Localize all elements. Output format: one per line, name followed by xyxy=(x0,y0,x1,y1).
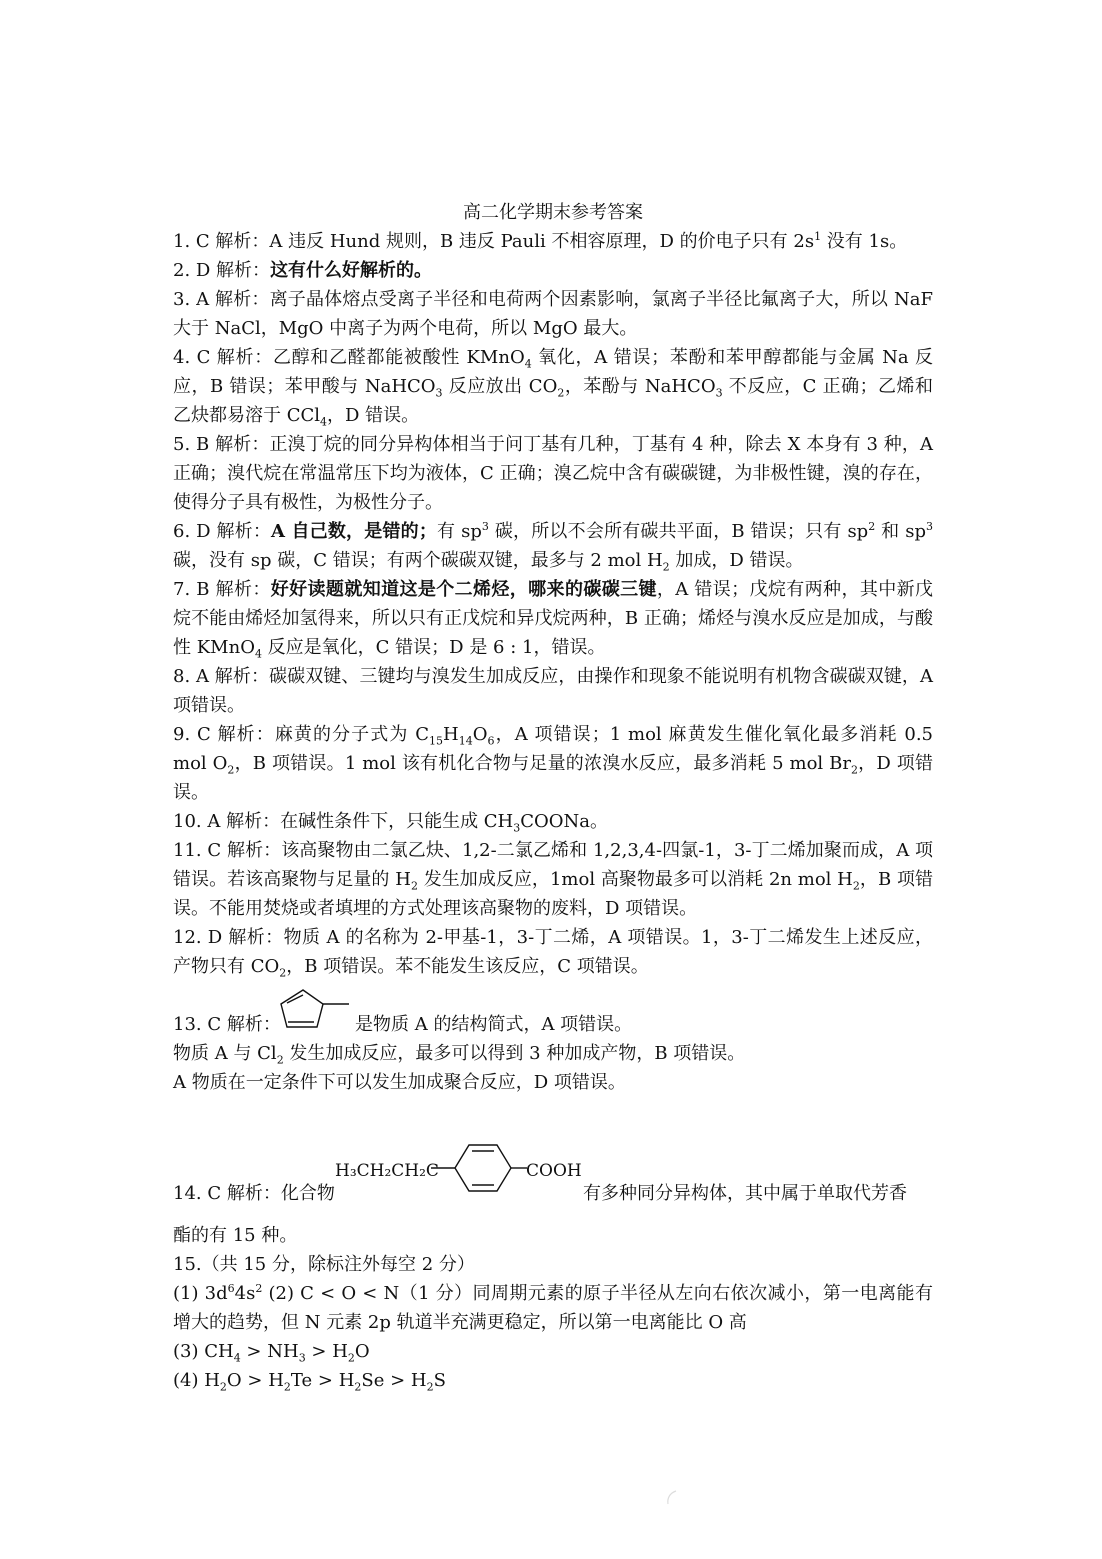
answer-text: 有 sp xyxy=(436,521,482,542)
answer-9 xyxy=(173,720,933,807)
subscript: 2 xyxy=(227,763,235,777)
subscript: 4 xyxy=(254,647,262,661)
formula-right: COOH xyxy=(526,1161,582,1181)
answer-text: O xyxy=(472,724,488,745)
answer-text: 有多种同分异构体，其中属于单取代芳香 xyxy=(583,1183,907,1204)
subscript: 2 xyxy=(219,1380,227,1394)
answer-3: 3. A 解析：离子晶体熔点受离子半径和电荷两个因素影响，氯离子半径比氟离子大，所以 NaF 大于 NaCl，MgO 中离子为两个电荷，所以 MgO 最大。 xyxy=(173,289,933,339)
answer-text: 是物质 A 的结构简式，A 项错误。 xyxy=(355,1014,633,1035)
answer-text: Te > H xyxy=(290,1370,355,1391)
answer-5: 5. B 解析：正溴丁烷的同分异构体相当于问丁基有几种，丁基有 4 种，除去 X 本身有 3 种，A 正确；溴代烷在常温常压下均为液体，C 正确；溴乙烷中含有碳碳键，为非极性键，溴的存在，使得分子具有极性，为极性分子。 xyxy=(173,434,933,513)
answer-text: 10. A 解析：在碱性条件下，只能生成 CH xyxy=(173,811,514,832)
answer-text: ，A 项错误；1 mol 麻黄发生催化氧化最多消耗 0.5 mol O xyxy=(173,724,934,774)
answer-10 xyxy=(173,807,933,836)
answer-text: 1. C 解析：A 违反 Hund 规则，B 违反 Pauli 不相容原理，D 的价电子只有 2s xyxy=(173,231,815,252)
answer-15-4 xyxy=(173,1366,933,1395)
subscript: 4 xyxy=(524,357,532,371)
answer-text: Se > H xyxy=(361,1370,427,1391)
answer-text: 4. C 解析：乙醇和乙醛都能被酸性 KMnO xyxy=(173,347,525,368)
subscript: 2 xyxy=(850,763,858,777)
answer-text: 6. D 解析： xyxy=(173,521,272,542)
subscript: 2 xyxy=(410,879,418,893)
subscript: 6 xyxy=(487,734,495,748)
superscript: 3 xyxy=(481,520,489,533)
answer-13-d: A 物质在一定条件下可以发生加成聚合反应，D 项错误。 xyxy=(173,1072,626,1093)
bold-comment: 这有什么好解析的。 xyxy=(270,260,433,281)
answer-text: > NH xyxy=(240,1341,299,1362)
subscript: 14 xyxy=(458,734,473,748)
subscript: 2 xyxy=(276,1053,284,1067)
superscript: 2 xyxy=(868,520,876,533)
answer-text: COONa。 xyxy=(520,811,609,832)
answer-text: ，B 项错误。苯不能发生该反应，C 项错误。 xyxy=(286,956,649,977)
subscript: 3 xyxy=(298,1351,306,1365)
answer-15-3 xyxy=(173,1337,933,1366)
faint-mark-icon xyxy=(664,1488,684,1508)
subscript: 3 xyxy=(715,386,723,400)
subscript: 3 xyxy=(435,386,443,400)
answer-text: 发生加成反应，最多可以得到 3 种加成产物，B 项错误。 xyxy=(283,1043,746,1064)
superscript: 2 xyxy=(255,1282,263,1295)
answer-14 xyxy=(173,1097,933,1221)
subscript: 2 xyxy=(279,966,287,980)
answer-15-1 xyxy=(173,1279,933,1337)
answer-text: 12. D 解析：物质 A 的名称为 2-甲基-1，3-丁二烯，A 项错误。1，3-丁二烯发生上述反应，产物只有 CO xyxy=(173,927,933,977)
answer-4 xyxy=(173,343,933,430)
answer-text: ，D 项错误。 xyxy=(173,753,933,803)
answer-text: O > H xyxy=(226,1370,284,1391)
subscript: 2 xyxy=(354,1380,362,1394)
answer-1 xyxy=(173,227,933,256)
cyclopentene-structure xyxy=(277,985,353,1033)
answer-text: 反应是氧化，C 错误；D 是 6 : 1，错误。 xyxy=(261,637,606,658)
answer-11 xyxy=(173,836,933,923)
answer-13 xyxy=(173,981,933,1039)
answer-text: (2) C < O < N（1 分）同周期元素的原子半径从左向右依次减小，第一电离能有增大的趋势，但 N 元素 2p 轨道半充满更稳定，所以第一电离能比 O 高 xyxy=(173,1283,933,1333)
answer-text: (4) H xyxy=(173,1370,220,1391)
answer-text: (1) 3d xyxy=(173,1283,228,1304)
answer-text: 2. D 解析： xyxy=(173,260,271,281)
answer-text: 氧化，A 错误；苯酚和苯甲醇都能与金属 Na 反应，B 错误；苯甲酸与 NaHCO xyxy=(173,347,933,397)
answer-document xyxy=(173,198,933,1395)
subscript: 15 xyxy=(429,734,444,748)
subscript: 2 xyxy=(426,1380,434,1394)
superscript: 1 xyxy=(814,230,822,243)
answer-text: 发生加成反应，1mol 高聚物最多可以消耗 2n mol H xyxy=(417,869,853,890)
subscript: 2 xyxy=(662,560,670,574)
answer-text: 9. C 解析：麻黄的分子式为 C xyxy=(173,724,430,745)
answer-text: O xyxy=(354,1341,370,1362)
bold-comment: 好好读题就知道这是个二烯烃，哪来的碳碳三键 xyxy=(270,579,657,600)
superscript: 3 xyxy=(926,520,933,533)
answer-text: 碳，所以不会所有碳共平面，B 错误；只有 sp xyxy=(488,521,869,542)
answer-12 xyxy=(173,923,933,981)
answer-text: 反应放出 CO xyxy=(442,376,558,397)
answer-8: 8. A 解析：碳碳双键、三键均与溴发生加成反应，由操作和现象不能说明有机物含碳碳双键，A 项错误。 xyxy=(173,666,933,716)
answer-text: 7. B 解析： xyxy=(173,579,271,600)
answer-14-b: 酯的有 15 种。 xyxy=(173,1225,298,1246)
answer-text: ，苯酚与 NaHCO xyxy=(564,376,716,397)
superscript: 6 xyxy=(227,1282,235,1295)
answer-text: ，B 项错误。1 mol 该有机化合物与足量的浓溴水反应，最多消耗 5 mol Br xyxy=(234,753,851,774)
formula-left: H₃CH₂CH₂C xyxy=(335,1161,439,1181)
answer-7 xyxy=(173,575,933,662)
answer-2 xyxy=(173,256,933,285)
answer-text: 13. C 解析： xyxy=(173,1014,281,1035)
answer-text: 没有 1s。 xyxy=(821,231,908,252)
answer-text: 4s xyxy=(234,1283,256,1304)
answer-text: 14. C 解析：化合物 xyxy=(173,1183,335,1204)
answer-text: > H xyxy=(305,1341,348,1362)
answer-text: ，B 项错误。不能用焚烧或者填埋的方式处理该高聚物的废料，D 项错误。 xyxy=(173,869,933,919)
answer-15-head: 15.（共 15 分，除标注外每空 2 分） xyxy=(173,1254,475,1275)
answer-text: ，A 错误；戊烷有两种，其中新戊烷不能由烯烃加氢得来，所以只有正戊烷和异戊烷两种，B 正确；烯烃与溴水反应是加成，与酸性 KMnO xyxy=(173,579,933,658)
answer-text: (3) CH xyxy=(173,1341,234,1362)
answer-text: 和 sp xyxy=(875,521,926,542)
answer-text: 不反应，C 正确；乙烯和乙炔都易溶于 CCl xyxy=(173,376,933,426)
answer-text: 物质 A 与 Cl xyxy=(173,1043,277,1064)
subscript: 2 xyxy=(283,1380,291,1394)
answer-text: 11. C 解析：该高聚物由二氯乙炔、1,2-二氯乙烯和 1,2,3,4-四氯-1，3-丁二烯加聚而成，A 项错误。若该高聚物与足量的 H xyxy=(173,840,933,890)
subscript: 3 xyxy=(513,821,521,835)
benzene-ring-structure xyxy=(431,1141,533,1195)
subscript: 2 xyxy=(347,1351,355,1365)
subscript: 2 xyxy=(557,386,565,400)
answer-text: S xyxy=(433,1370,446,1391)
subscript: 4 xyxy=(320,415,328,429)
subscript: 4 xyxy=(233,1351,241,1365)
answer-13-b xyxy=(173,1039,933,1068)
answer-text: ，D 错误。 xyxy=(327,405,420,426)
page-title: 高二化学期末参考答案 xyxy=(463,202,643,223)
answer-text: 碳，没有 sp 碳，C 错误；有两个碳碳双键，最多与 2 mol H xyxy=(173,550,663,571)
answer-text: 加成，D 错误。 xyxy=(669,550,804,571)
bold-comment: A 自己数，是错的； xyxy=(271,521,437,542)
answer-text: H xyxy=(443,724,459,745)
subscript: 2 xyxy=(852,879,860,893)
answer-6 xyxy=(173,517,933,575)
